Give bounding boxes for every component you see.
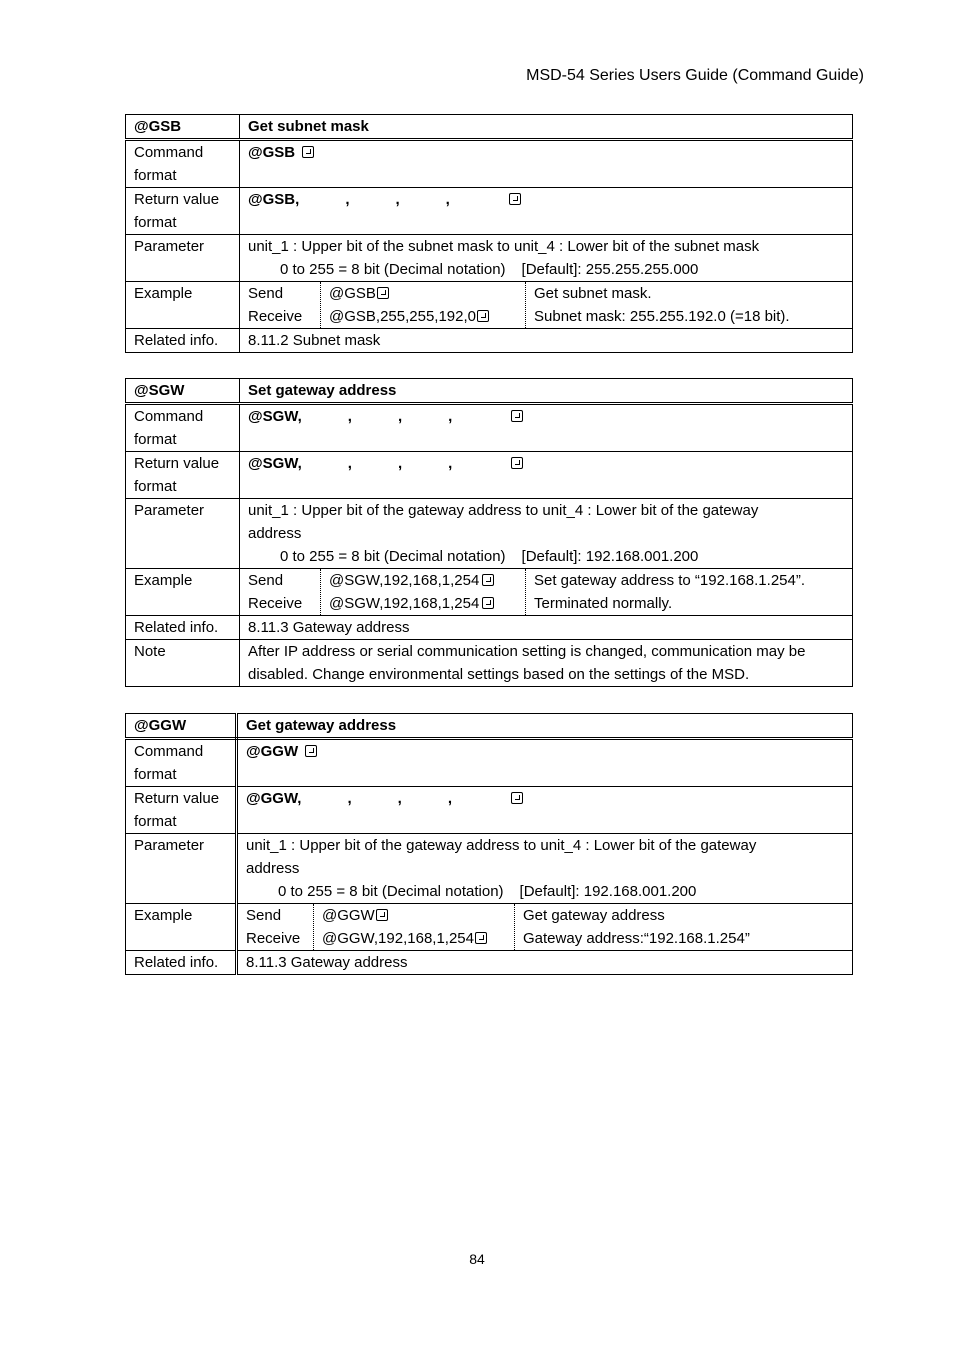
return-format — [237, 787, 853, 834]
separator: , — [347, 408, 352, 425]
separator: , — [347, 455, 352, 472]
row-label: Example — [126, 904, 237, 951]
example-labels — [240, 569, 321, 615]
receive-description: Subnet mask: 255.255.192.0 (=18 bit). — [534, 308, 790, 325]
example-cell — [240, 282, 853, 329]
command-title: Get gateway address — [237, 714, 853, 739]
note-text: After IP address or serial communication setting is changed, communication may be — [248, 643, 806, 660]
send-command — [329, 569, 525, 592]
send-description: Get gateway address — [523, 907, 665, 924]
row-label: Related info. — [126, 951, 237, 975]
return-key-icon — [377, 287, 389, 299]
label-line: Command — [134, 144, 204, 161]
example-commands — [314, 904, 515, 950]
label-line: Return value — [134, 455, 220, 472]
receive-command — [329, 305, 525, 328]
send-command — [322, 904, 514, 927]
table-row — [126, 329, 853, 353]
parameter-range-line — [248, 258, 844, 281]
receive-description: Gateway address:“192.168.1.254” — [523, 930, 750, 947]
label-line: format — [134, 766, 177, 783]
command-format — [240, 404, 853, 452]
label-line: Command — [134, 743, 204, 760]
separator: , — [397, 455, 403, 472]
send-description: Get subnet mask. — [534, 285, 652, 302]
send-label: Send — [248, 285, 284, 302]
row-label: Parameter — [126, 834, 237, 904]
receive-label: Receive — [248, 308, 303, 325]
receive-command — [329, 592, 525, 615]
related-info: 8.11.3 Gateway address — [237, 951, 853, 975]
table-row — [126, 282, 853, 329]
command-format-text: @GSB — [248, 144, 296, 161]
command-code: @GGW — [126, 714, 237, 739]
row-label — [126, 787, 237, 834]
table-row — [126, 739, 853, 787]
parameter-text: address — [246, 860, 300, 877]
parameter-default: [Default]: 192.168.001.200 — [519, 883, 697, 900]
separator: , — [345, 191, 350, 208]
return-key-icon — [482, 597, 494, 609]
example-labels — [238, 904, 314, 950]
example-labels — [240, 282, 321, 328]
receive-label: Receive — [248, 595, 303, 612]
send-command-text: @GSB — [329, 285, 376, 302]
table-row — [126, 499, 853, 569]
send-description: Set gateway address to “192.168.1.254”. — [534, 572, 806, 589]
send-command-text: @SGW,192,168,1,254 — [329, 572, 480, 589]
row-label — [126, 739, 237, 787]
parameter-range: 0 to 255 = 8 bit (Decimal notation) — [280, 261, 506, 278]
command-code: @GSB — [126, 115, 240, 140]
row-label: Example — [126, 282, 240, 329]
row-label: Related info. — [126, 329, 240, 353]
label-line: format — [134, 214, 177, 231]
ggw-command-table — [125, 713, 853, 975]
return-format-text: @GSB, — [248, 191, 300, 208]
table-row — [126, 140, 853, 188]
example-grid — [238, 904, 852, 950]
separator: , — [447, 790, 452, 807]
return-key-icon — [302, 146, 314, 158]
table-header-row — [126, 115, 853, 140]
table-header-row — [126, 714, 853, 739]
separator: , — [448, 408, 453, 425]
row-label — [126, 452, 240, 499]
return-key-icon — [475, 932, 487, 944]
return-format-text: @GGW, — [246, 790, 302, 807]
receive-description: Terminated normally. — [534, 595, 673, 612]
parameter-cell — [237, 834, 853, 904]
parameter-range-line — [246, 880, 844, 903]
parameter-text: unit_1 : Upper bit of the subnet mask to unit_4 : Lower bit of the subnet mask — [248, 238, 760, 255]
table-row — [126, 452, 853, 499]
command-code: @SGW — [126, 379, 240, 404]
command-format-text: @SGW, — [248, 408, 302, 425]
table-row — [126, 569, 853, 616]
parameter-range-line — [248, 545, 844, 568]
return-key-icon — [376, 909, 388, 921]
return-format-text: @SGW, — [248, 455, 302, 472]
label-line: format — [134, 431, 177, 448]
command-format-text: @GGW — [246, 743, 299, 760]
separator: , — [397, 790, 402, 807]
sgw-command-table — [125, 378, 853, 687]
example-descriptions — [526, 569, 852, 615]
row-label: Related info. — [126, 616, 240, 640]
return-key-icon — [511, 410, 523, 422]
parameter-default: [Default]: 255.255.255.000 — [521, 261, 699, 278]
example-commands — [321, 569, 526, 615]
table-row — [126, 834, 853, 904]
row-label — [126, 140, 240, 188]
return-key-icon — [305, 745, 317, 757]
parameter-text: unit_1 : Upper bit of the gateway address to unit_4 : Lower bit of the gateway — [248, 502, 759, 519]
receive-command — [322, 927, 514, 950]
parameter-text: unit_1 : Upper bit of the gateway address to unit_4 : Lower bit of the gateway — [246, 837, 757, 854]
label-line: format — [134, 167, 177, 184]
return-format — [240, 452, 853, 499]
receive-command-text: @SGW,192,168,1,254 — [329, 595, 480, 612]
table-header-row — [126, 379, 853, 404]
example-commands — [321, 282, 526, 328]
separator: , — [445, 191, 450, 208]
parameter-text: address — [248, 525, 302, 542]
related-info: 8.11.2 Subnet mask — [240, 329, 853, 353]
note-text: disabled. Change environmental settings based on the settings of the MSD. — [248, 666, 750, 683]
example-descriptions — [526, 282, 852, 328]
page-number: 84 — [469, 1251, 485, 1267]
return-format — [240, 188, 853, 235]
separator: , — [397, 408, 403, 425]
row-label: Example — [126, 569, 240, 616]
return-key-icon — [511, 457, 523, 469]
example-descriptions — [515, 904, 852, 950]
label-line: Command — [134, 408, 204, 425]
send-command — [329, 282, 525, 305]
table-row — [126, 787, 853, 834]
command-format — [240, 140, 853, 188]
send-command-text: @GGW — [322, 907, 375, 924]
parameter-range: 0 to 255 = 8 bit (Decimal notation) — [278, 883, 504, 900]
table-row — [126, 640, 853, 687]
separator: , — [347, 790, 352, 807]
parameter-cell — [240, 499, 853, 569]
return-key-icon — [477, 310, 489, 322]
table-row — [126, 616, 853, 640]
row-label: Parameter — [126, 235, 240, 282]
label-line: format — [134, 813, 177, 830]
return-key-icon — [511, 792, 523, 804]
parameter-default: [Default]: 192.168.001.200 — [521, 548, 699, 565]
table-row — [126, 188, 853, 235]
command-title: Get subnet mask — [240, 115, 853, 140]
return-key-icon — [509, 193, 521, 205]
table-row — [126, 904, 853, 951]
example-cell — [240, 569, 853, 616]
note-cell — [240, 640, 853, 687]
receive-label: Receive — [246, 930, 301, 947]
separator: , — [448, 455, 453, 472]
label-line: format — [134, 478, 177, 495]
table-row — [126, 951, 853, 975]
table-row — [126, 235, 853, 282]
parameter-cell — [240, 235, 853, 282]
example-grid — [240, 569, 852, 615]
row-label — [126, 404, 240, 452]
label-line: Return value — [134, 790, 220, 807]
send-label: Send — [248, 572, 284, 589]
row-label: Note — [126, 640, 240, 687]
example-cell — [237, 904, 853, 951]
receive-command-text: @GGW,192,168,1,254 — [322, 930, 474, 947]
command-format — [237, 739, 853, 787]
separator: , — [395, 191, 400, 208]
command-title: Set gateway address — [240, 379, 853, 404]
send-label: Send — [246, 907, 282, 924]
page-header: MSD-54 Series Users Guide (Command Guide) — [526, 67, 864, 84]
example-grid — [240, 282, 852, 328]
related-info: 8.11.3 Gateway address — [240, 616, 853, 640]
row-label: Parameter — [126, 499, 240, 569]
receive-command-text: @GSB,255,255,192,0 — [329, 308, 476, 325]
row-label — [126, 188, 240, 235]
parameter-range: 0 to 255 = 8 bit (Decimal notation) — [280, 548, 506, 565]
gsb-command-table — [125, 114, 853, 353]
label-line: Return value — [134, 191, 220, 208]
return-key-icon — [482, 574, 494, 586]
table-row — [126, 404, 853, 452]
